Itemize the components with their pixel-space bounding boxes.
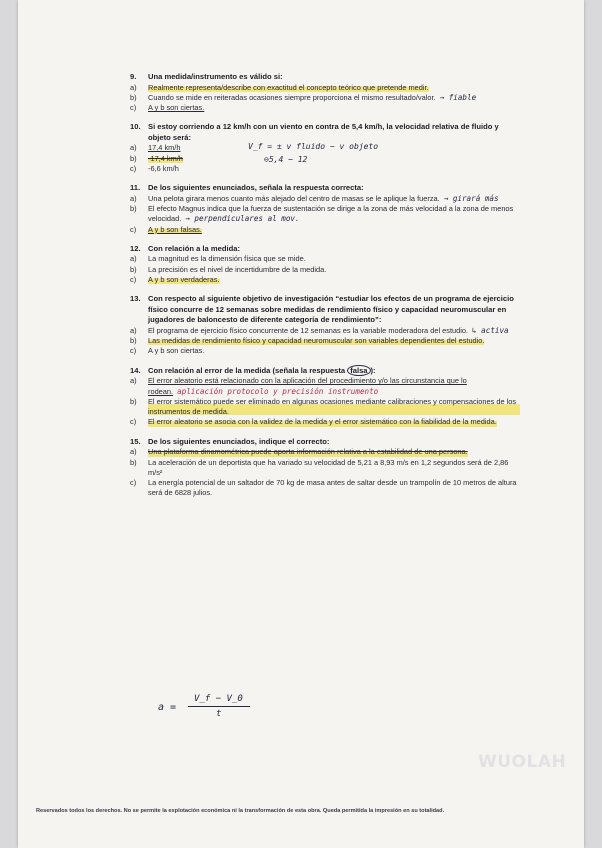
option-text-highlighted: Realmente representa/describe con exactitud el concepto teórico que pretende medir.: [148, 82, 429, 92]
handwritten-note: → fiable: [439, 92, 477, 102]
formula-denominator: t: [216, 709, 222, 719]
option-text: El error aleatorio está relacionado con la aplicación del procedimiento y/o las circunstancia que lo rodean.: [148, 376, 467, 396]
option-text-highlighted: El error aleatorio se asocia con la validez de la medida y el error sistemático con la fiabilidad de la medida.: [148, 417, 497, 427]
fraction-bar: [188, 706, 250, 707]
option-text: A y b son ciertas.: [148, 103, 205, 113]
formula-lhs: a =: [158, 702, 177, 713]
handwritten-formula: [158, 694, 278, 724]
footer-notice: Reservados todos los derechos. No se permite la explotación económica ni la transformación de esta obra. Queda permitida la impresión en su totalidad.: [36, 808, 445, 814]
option-letter: a): [130, 447, 137, 457]
handwritten-note: → perpendiculares al mov.: [185, 214, 300, 224]
question-number: 13.: [130, 294, 141, 304]
option-text-highlighted: A y b son verdaderas.: [148, 275, 220, 285]
option-letter: b): [130, 457, 137, 467]
watermark-logo: WUOLAH: [478, 752, 567, 772]
option-text: La energía potencial de un saltador de 70 kg de masa antes de saltar desde un trampolín de 10 metros de altura será de 6828 julios.: [148, 478, 517, 498]
option-letter: c): [130, 275, 137, 285]
question-number: 11.: [130, 183, 141, 193]
question-number: 15.: [130, 436, 141, 446]
question-text: Con relación al error de la medida (señala la respuesta: [148, 365, 346, 375]
option-letter: b): [130, 264, 137, 274]
option-text: Cuando se mide en reiteradas ocasiones siempre proporciona el mismo resultado/valor.: [148, 92, 436, 102]
option-text: El efecto Magnus indica que la fuerza de sustentación se dirige a la zona de más velocidad a la zona de menos velocidad.: [148, 204, 514, 224]
option-letter: b): [130, 336, 137, 346]
question-15: [130, 437, 520, 499]
question-list: [130, 72, 520, 508]
option-letter: c): [130, 163, 137, 173]
option-letter: c): [130, 478, 137, 488]
handwritten-note: ↳ activa: [472, 325, 509, 335]
option-letter: a): [130, 376, 137, 386]
option-letter: c): [130, 103, 137, 113]
question-12: [130, 244, 520, 285]
option-text: Una pelota girara menos cuanto más alejado del centro de masas se le aplique la fuerza.: [148, 193, 440, 203]
option-letter: b): [130, 204, 137, 214]
question-text: Con respecto al siguiente objetivo de investigación “estudiar los efectos de un programa de ejercicio físico concurre de 12 semanas sobre medidas de rendimiento físico y capacidad neuromuscular en jugadores de baloncesto de diferente categoría de rendimiento”:: [148, 294, 514, 325]
option-text-highlighted: Una plataforma dinamométrica puede aporta información relativa a la estabilidad de una persona.: [148, 447, 468, 457]
question-14: [130, 366, 520, 428]
question-number: 9.: [130, 72, 137, 81]
option-text: La aceleración de un deportista que ha variado su velocidad de 5,21 a 8,93 m/s en 1,2 segundos será de 2,86 m/s²: [148, 457, 509, 477]
handwritten-note: V_f = ± v fluido − v objeto: [248, 142, 379, 152]
option-letter: b): [130, 396, 137, 406]
option-letter: c): [130, 417, 137, 427]
handwritten-note: → girará más: [443, 193, 499, 203]
question-text: De los siguientes enunciados, indique el correcto:: [148, 436, 330, 446]
option-letter: c): [130, 224, 137, 234]
question-number: 10.: [130, 122, 141, 132]
option-text: 17,4 km/h: [148, 143, 181, 153]
question-9: [130, 72, 520, 113]
question-number: 14.: [130, 365, 141, 375]
formula-numerator: V_f − V_0: [194, 694, 243, 704]
handwritten-note: aplicación protocolo y precisión instrumento: [177, 386, 379, 396]
option-text-highlighted: Las medidas de rendimiento físico y capacidad neuromuscular son variables dependientes del estudio.: [148, 336, 485, 346]
question-text: Una medida/instrumento es válido si:: [148, 72, 283, 81]
option-letter: b): [130, 153, 137, 163]
question-number: 12.: [130, 243, 141, 253]
question-text: Si estoy corriendo a 12 km/h con un viento en contra de 5,4 km/h, la velocidad relativa de fluido y objeto será:: [148, 122, 499, 142]
question-11: [130, 183, 520, 235]
option-letter: a): [130, 82, 137, 92]
question-13: [130, 294, 520, 356]
option-letter: b): [130, 92, 137, 102]
option-text: La precisión es el nivel de incertidumbre de la medida.: [148, 264, 327, 274]
option-letter: a): [130, 143, 137, 153]
question-text-end: ):: [370, 365, 376, 375]
option-text: A y b son ciertas.: [148, 346, 205, 356]
question-text: Con relación a la medida:: [148, 243, 240, 253]
option-letter: c): [130, 346, 137, 356]
option-text-highlighted: -17,4 km/h: [148, 153, 183, 163]
document-page: [18, 0, 584, 848]
question-10: [130, 122, 520, 174]
option-text: La magnitud es la dimensión física que se mide.: [148, 254, 306, 264]
option-letter: a): [130, 254, 137, 264]
option-text-highlighted: A y b son falsas.: [148, 224, 202, 234]
option-text: El programa de ejercicio físico concurrente de 12 semanas es la variable moderadora del estudio.: [148, 325, 469, 335]
option-text-highlighted: El error sistemático puede ser eliminado en algunas ocasiones mediante calibraciones y compensaciones de los instrumentos de medida.: [148, 397, 520, 418]
option-letter: a): [130, 325, 137, 335]
question-text: De los siguientes enunciados, señala la respuesta correcta:: [148, 183, 364, 193]
handwritten-note: ⊖5,4 − 12: [264, 155, 308, 165]
option-text: -6,6 km/h: [148, 163, 179, 173]
option-letter: a): [130, 193, 137, 203]
circled-word: falsa: [347, 365, 370, 376]
